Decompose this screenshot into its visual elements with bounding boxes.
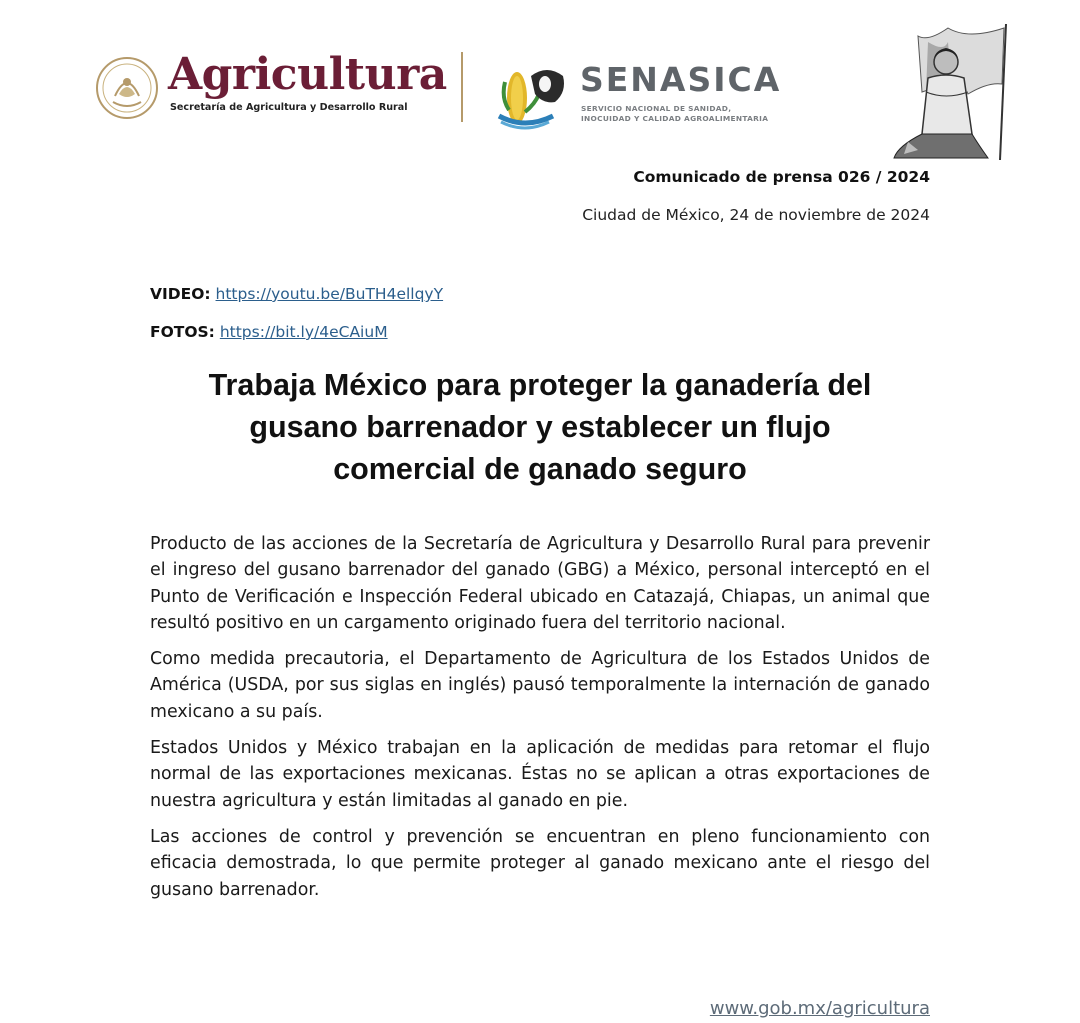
letterhead [0,40,1080,170]
press-release-date: Ciudad de México, 24 de noviembre de 2024 [582,206,930,224]
photos-line [150,323,388,341]
video-line [150,285,443,303]
senasica-subtitle-line-1: SERVICIO NACIONAL DE SANIDAD, [581,104,732,113]
body-paragraph: Producto de las acciones de la Secretaría de Agricultura y Desarrollo Rural para prevenir el ingreso del gusano barrenador del ganado (GBG) a México, personal interceptó en el Punto de Verificación e Inspección Federal ubicado en Catazajá, Chiapas, un animal que resultó positivo en un cargamento originado fuera del territorio nacional. [150,534,930,633]
agriculture-title: Agricultura [168,49,447,100]
body-paragraph: Estados Unidos y México trabajan en la aplicación de medidas para retomar el flujo normal de las exportaciones mexicanas. Éstas no se aplican a otras exportaciones de nuestra agricultura y están limitadas al ganado en pie. [150,738,930,811]
press-release-number: Comunicado de prensa 026 / 2024 [633,168,930,186]
video-link[interactable]: https://youtu.be/BuTH4ellqyY [215,285,444,303]
body-paragraph: Como medida precautoria, el Departamento de Agricultura de los Estados Unidos de América (USDA, por sus siglas en inglés) pausó temporalmente la internación de ganado mexicano a su país. [150,649,930,722]
headline-line-1: Trabaja México para proteger la ganadería del [208,368,872,402]
heroine-flag-illustration-icon [888,22,1018,162]
website-link[interactable]: www.gob.mx/agricultura [709,998,930,1019]
senasica-subtitle [581,104,768,124]
senasica-title: SENASICA [580,60,782,99]
article-body [150,531,930,913]
headline-line-3: comercial de ganado seguro [333,452,747,486]
video-label: VIDEO: [150,285,211,303]
senasica-logo-icon [495,58,573,130]
photos-link[interactable]: https://bit.ly/4eCAiuM [219,323,388,341]
headline-line-2: gusano barrenador y establecer un flujo [249,410,831,444]
mexico-coat-of-arms-icon [95,56,159,120]
photos-label: FOTOS: [150,323,215,341]
headline [150,364,930,490]
header-divider [461,52,463,122]
senasica-subtitle-line-2: INOCUIDAD Y CALIDAD AGROALIMENTARIA [581,114,769,123]
body-paragraph: Las acciones de control y prevención se encuentran en pleno funcionamiento con eficacia demostrada, lo que permite proteger al ganado mexicano ante el riesgo del gusano barrenador. [150,826,930,900]
agriculture-subtitle: Secretaría de Agricultura y Desarrollo Rural [170,102,408,113]
